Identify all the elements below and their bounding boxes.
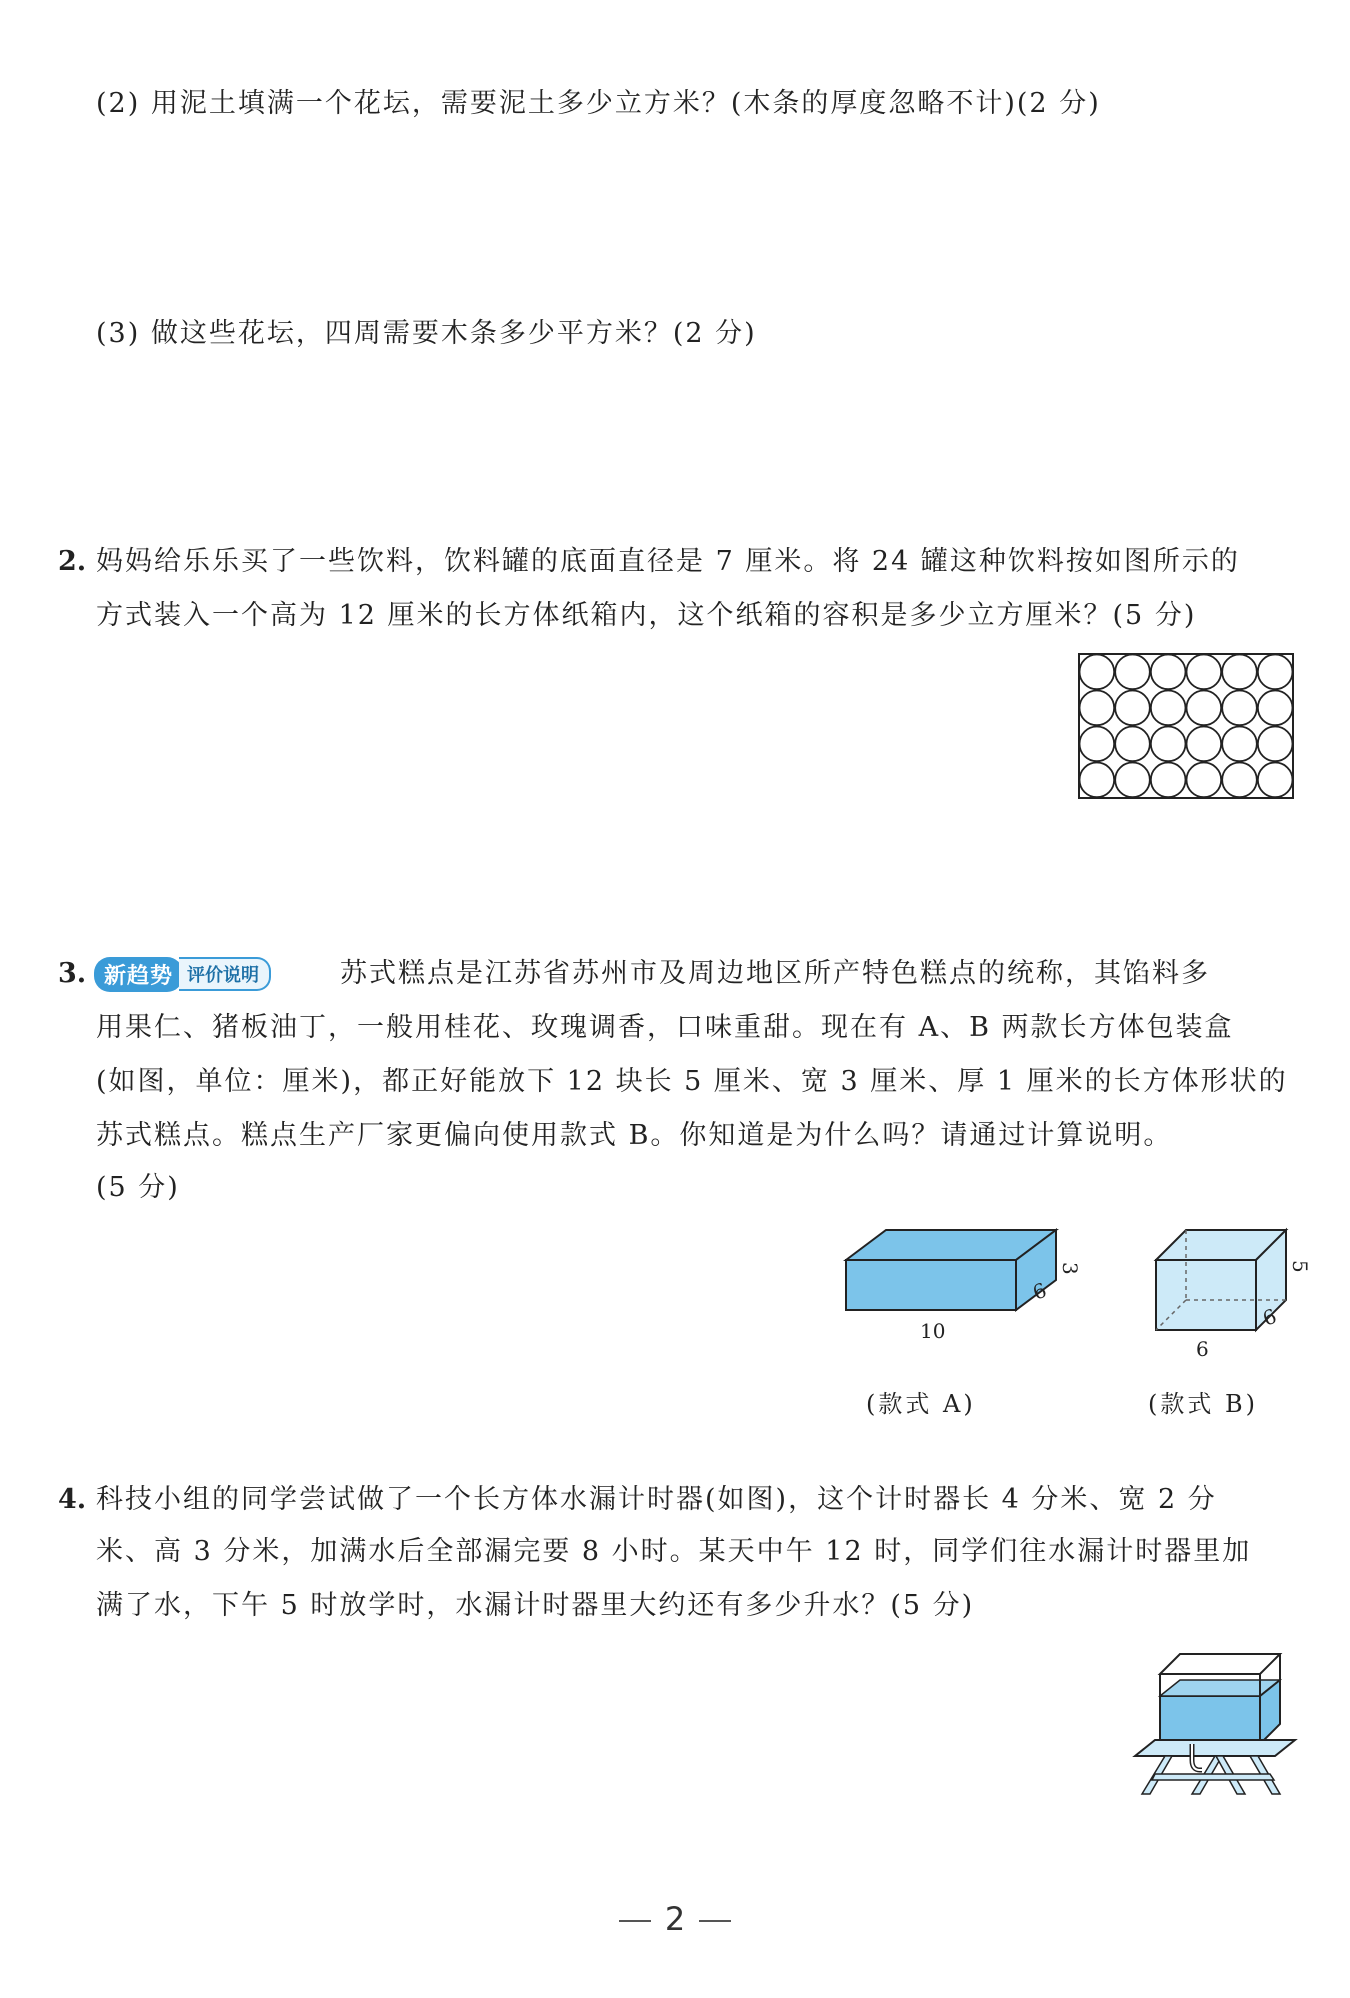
q4-line-3: 满了水，下午 5 时放学时，水漏计时器里大约还有多少升水？(5 分) <box>96 1590 975 1621</box>
q3-line-3: (如图，单位：厘米)，都正好能放下 12 块长 5 厘米、宽 3 厘米、厚 1 厘米的长方体形状的 <box>96 1066 1288 1097</box>
page-number-dash-left <box>619 1920 651 1922</box>
box-a-length-label: 10 <box>920 1319 946 1343</box>
q3-number: 3. <box>58 958 87 989</box>
box-b-length-label: 6 <box>1196 1337 1209 1361</box>
water-clock-figure <box>1130 1644 1300 1804</box>
box-b-height-label: 5 <box>1288 1260 1312 1273</box>
tank-water-front <box>1160 1696 1260 1744</box>
q3-line-2: 用果仁、猪板油丁，一般用桂花、玫瑰调香，口味重甜。现在有 A、B 两款长方体包装盒 <box>96 1012 1234 1043</box>
trend-badge-label: 新趋势 <box>94 957 183 992</box>
page-number <box>0 1900 1350 1938</box>
trend-badge <box>94 956 271 992</box>
q1-part2: (2) 用泥土填满一个花坛，需要泥土多少立方米？(木条的厚度忽略不计)(2 分) <box>96 88 1101 119</box>
stand-plate <box>1135 1740 1295 1756</box>
cans-grid-figure <box>1078 653 1294 799</box>
q2-number: 2. <box>58 546 87 577</box>
trend-badge-tag: 评价说明 <box>179 957 271 991</box>
box-a-height-label: 3 <box>1058 1262 1082 1275</box>
tank-back-outline <box>1160 1654 1280 1674</box>
q1-part3: (3) 做这些花坛，四周需要木条多少平方米？(2 分) <box>96 318 757 349</box>
q2-line-2: 方式装入一个高为 12 厘米的长方体纸箱内，这个纸箱的容积是多少立方厘米？(5 分) <box>96 600 1197 631</box>
q2-line-1: 妈妈给乐乐买了一些饮料，饮料罐的底面直径是 7 厘米。将 24 罐这种饮料按如图所示的 <box>96 546 1240 577</box>
stand-crossbar <box>1152 1774 1274 1780</box>
page-number-value: 2 <box>664 1900 686 1938</box>
box-a-width-label: 6 <box>1029 1277 1050 1305</box>
q3-line-5: (5 分) <box>96 1172 180 1203</box>
q4-line-1: 科技小组的同学尝试做了一个长方体水漏计时器(如图)，这个计时器长 4 分米、宽 2 分 <box>96 1484 1217 1515</box>
q3-line-1: 苏式糕点是江苏省苏州市及周边地区所产特色糕点的统称，其馅料多 <box>340 958 1210 989</box>
q4-line-2: 米、高 3 分米，加满水后全部漏完要 8 小时。某天中午 12 时，同学们往水漏计时器里加 <box>96 1536 1252 1567</box>
box-b-caption: (款式 B) <box>1148 1390 1258 1418</box>
box-b-figure <box>1146 1220 1312 1370</box>
box-a-caption: (款式 A) <box>866 1390 976 1418</box>
q3-line-4: 苏式糕点。糕点生产厂家更偏向使用款式 B。你知道是为什么吗？请通过计算说明。 <box>96 1120 1173 1151</box>
page-number-dash-right <box>699 1920 731 1922</box>
box-b-front <box>1156 1260 1256 1330</box>
box-a-front <box>846 1260 1016 1310</box>
box-a-figure <box>836 1220 1082 1350</box>
box-b-width-label: 6 <box>1259 1303 1280 1331</box>
q4-number: 4. <box>58 1484 87 1515</box>
